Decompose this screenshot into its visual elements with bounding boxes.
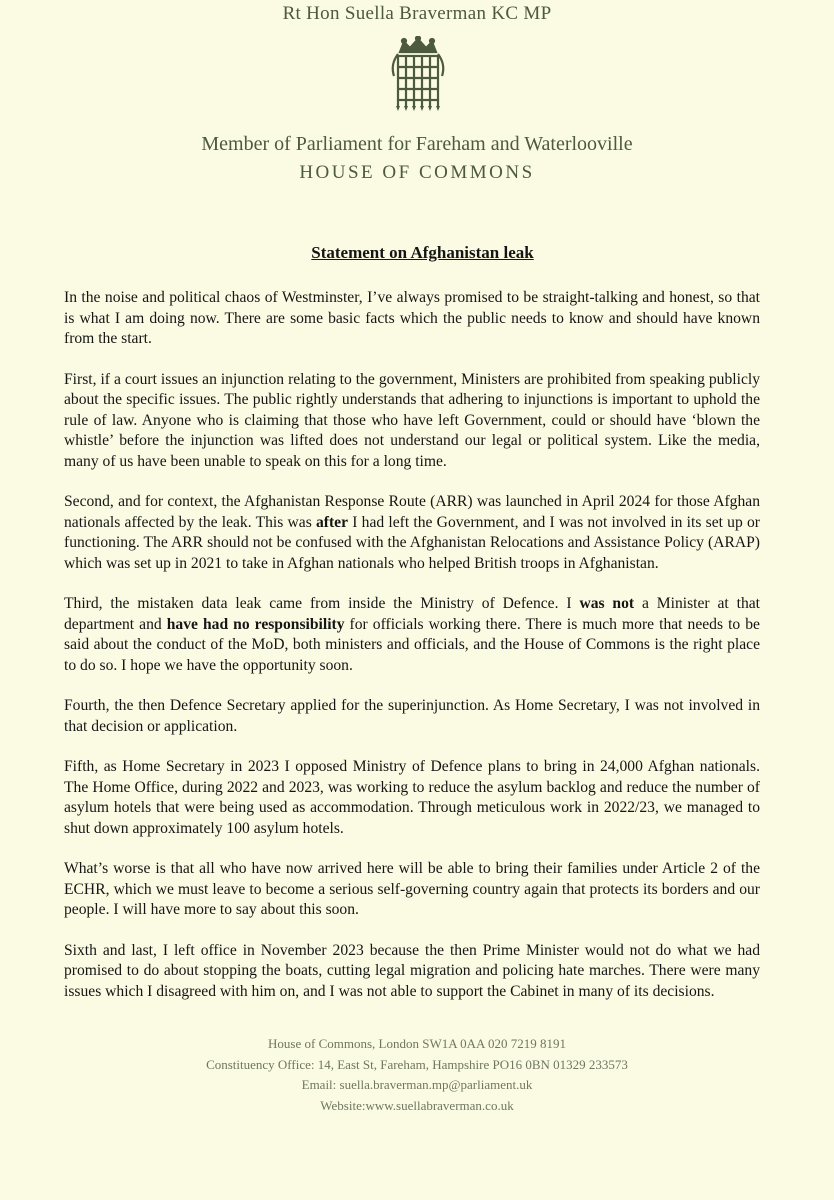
constituency-line: Member of Parliament for Fareham and Waterlooville bbox=[201, 133, 633, 155]
emphasis-text: have had no responsibility bbox=[166, 615, 345, 633]
emphasis-text: after bbox=[316, 513, 349, 531]
mp-name: Rt Hon Suella Braverman KC MP bbox=[282, 3, 552, 24]
paragraph-text: Sixth and last, I left office in November 2023 because the then Prime Minister would not do what we had promised to do about stopping the boats, cutting legal migration and policing hate marches. There were many issues which I disagreed with him on, and I was not able to support the Cabinet in many of its decisions. bbox=[64, 941, 760, 1000]
emphasis-text: was not bbox=[579, 595, 635, 612]
portcullis-icon bbox=[386, 36, 450, 112]
footer-website: Website:www.suellabraverman.co.uk bbox=[320, 1097, 514, 1113]
statement-paragraph bbox=[64, 757, 760, 839]
paragraph-text: Third, the mistaken data leak came from inside the Ministry of Defence. I bbox=[64, 595, 580, 612]
statement-paragraph bbox=[64, 288, 760, 350]
letterhead-footer bbox=[0, 1034, 834, 1116]
statement-body bbox=[64, 288, 760, 1022]
paragraph-text: I had left the Government, and I was not involved in its set up or functioning. The ARR should not be confused with the Afghanistan Relocations and Assistance Policy (ARAP) which was set up in 2021 to take in Afghan nationals who helped British troops in Afghanistan. bbox=[64, 513, 760, 572]
statement-paragraph bbox=[64, 859, 760, 921]
paragraph-text: What’s worse is that all who have now arrived here will be able to bring their families under Article 2 of the ECHR, which we must leave to become a serious self-governing country again that protects its borders and our people. I will have more to say about this soon. bbox=[64, 860, 760, 918]
statement-title: Statement on Afghanistan leak bbox=[311, 243, 534, 262]
statement-paragraph bbox=[64, 594, 760, 676]
statement-paragraph bbox=[64, 696, 760, 737]
statement-paragraph bbox=[64, 370, 760, 473]
paragraph-text: for officials working there. There is much more that needs to be said about the conduct of the MoD, both ministers and officials, and the House of Commons is the right place to do so. I hope we have the opportunity soon. bbox=[64, 615, 760, 674]
statement-paragraph bbox=[64, 941, 760, 1003]
paragraph-text: Fifth, as Home Secretary in 2023 I opposed Ministry of Defence plans to bring in 24,000 Afghan nationals. The Home Office, during 2022 and 2023, was working to reduce the asylum backlog and reduce the number of asylum hotels that were being used as accommodation. Through meticulous work in 2022/23, we managed to shut down approximately 100 asylum hotels. bbox=[64, 758, 760, 837]
paragraph-text: Second, and for context, the Afghanistan Response Route (ARR) was launched in April 2024 for those Afghan nationals affected by the leak. This was bbox=[64, 493, 760, 531]
paragraph-text: First, if a court issues an injunction relating to the government, Ministers are prohibited from speaking publicly about the specific issues. The public rightly understands that adhering to injunctions is important to uphold the rule of law. Anyone who is claiming that those who have left Government, could or should have ‘blown the whistle’ before the injunction was lifted does not understand our legal or political system. Like the media, many of us have been unable to speak on this for a long time. bbox=[64, 370, 760, 470]
paragraph-text: In the noise and political chaos of Westminster, I’ve always promised to be straight-talking and honest, so that is what I am doing now. There are some basic facts which the public needs to know and should have known from the start. bbox=[64, 289, 760, 347]
paragraph-text: a Minister at that department and bbox=[64, 595, 761, 633]
footer-constituency-office: Constituency Office: 14, East St, Fareham, Hampshire PO16 0BN 01329 233573 bbox=[206, 1056, 628, 1072]
house-of-commons-line: HOUSE OF COMMONS bbox=[299, 162, 535, 183]
footer-address: House of Commons, London SW1A 0AA 020 7219 8191 bbox=[268, 1036, 566, 1051]
statement-paragraph bbox=[64, 492, 760, 574]
paragraph-text: Fourth, the then Defence Secretary applied for the superinjunction. As Home Secretary, I was not involved in that decision or application. bbox=[64, 697, 760, 735]
footer-email: Email: suella.braverman.mp@parliament.uk bbox=[301, 1077, 533, 1092]
